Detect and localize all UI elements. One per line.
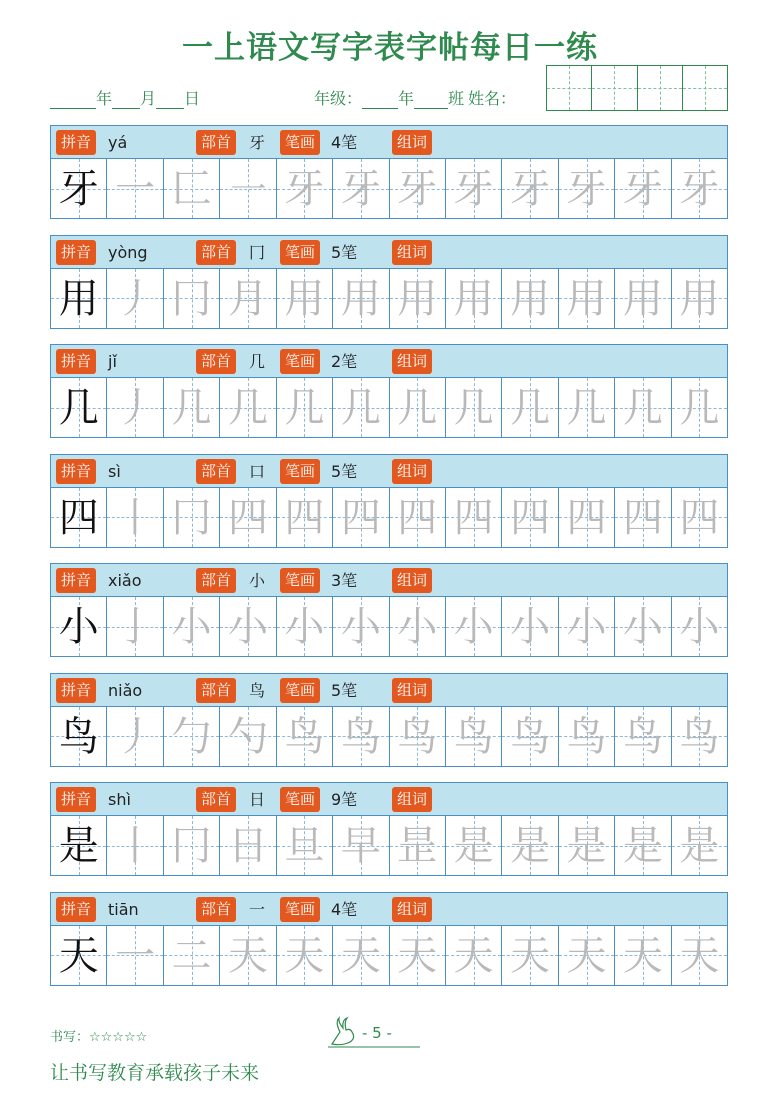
- model-cell[interactable]: [51, 597, 107, 656]
- practice-cell[interactable]: [672, 488, 727, 547]
- name-cell: [638, 66, 683, 110]
- trace-character: 用: [284, 275, 325, 322]
- practice-cell[interactable]: [615, 597, 671, 656]
- pinyin-badge: 拼音: [56, 678, 96, 703]
- trace-character: 丿: [115, 713, 156, 760]
- radical-badge: 部首: [196, 240, 236, 265]
- strokes-value: 5笔: [331, 461, 358, 481]
- trace-character: 几: [227, 385, 268, 431]
- model-character: 鸟: [58, 713, 99, 760]
- trace-character: 几: [679, 385, 720, 431]
- trace-character: 丨: [115, 494, 156, 541]
- name-cell: [683, 66, 727, 110]
- radical-value: 牙: [249, 133, 266, 152]
- practice-cell[interactable]: [333, 488, 389, 547]
- trace-character: 鸟: [397, 713, 438, 760]
- pinyin-badge: 拼音: [56, 568, 96, 593]
- trace-character: 鸟: [510, 713, 551, 760]
- pinyin-value: sì: [108, 461, 121, 481]
- trace-character: 小: [453, 604, 494, 650]
- pinyin-badge: 拼音: [56, 897, 96, 922]
- trace-character: 丿: [115, 275, 156, 322]
- trace-character: 小: [340, 604, 381, 650]
- practice-cell[interactable]: [446, 159, 502, 218]
- trace-character: 四: [566, 494, 607, 541]
- pinyin-value: niǎo: [108, 680, 143, 700]
- writing-grid: [50, 488, 728, 548]
- radical-value: 口: [249, 461, 266, 481]
- practice-cell[interactable]: [277, 597, 333, 656]
- trace-character: 冂: [171, 494, 212, 541]
- trace-character: 用: [679, 275, 720, 322]
- practice-cell[interactable]: [164, 269, 220, 328]
- practice-cell[interactable]: [672, 269, 727, 328]
- trace-character: 天: [227, 932, 268, 979]
- trace-character: 牙: [566, 166, 607, 212]
- practice-cell[interactable]: [559, 597, 615, 656]
- words-badge: 组词: [392, 349, 432, 374]
- practice-cell[interactable]: [672, 378, 727, 437]
- strokes-value: 5笔: [331, 680, 358, 700]
- practice-cell[interactable]: [559, 488, 615, 547]
- trace-character: 四: [453, 494, 494, 541]
- model-cell[interactable]: [51, 269, 107, 328]
- trace-character: 牙: [679, 166, 720, 212]
- practice-cell[interactable]: [390, 597, 446, 656]
- pinyin-value: xiǎo: [108, 571, 142, 590]
- practice-cell[interactable]: [390, 707, 446, 766]
- trace-character: 几: [171, 385, 212, 431]
- pinyin-badge: 拼音: [56, 349, 96, 374]
- strokes-value: 9笔: [331, 790, 358, 809]
- row-header: [50, 782, 728, 816]
- trace-character: 一: [115, 166, 156, 212]
- strokes-value: 4笔: [331, 133, 358, 152]
- slogan: 让书写教育承载孩子未来: [50, 1062, 260, 1084]
- trace-character: 亅: [115, 604, 156, 650]
- practice-cell[interactable]: [164, 159, 220, 218]
- trace-character: 小: [679, 604, 720, 650]
- trace-character: 天: [284, 932, 325, 979]
- pinyin-value: tiān: [108, 899, 139, 919]
- year-label: 年: [96, 89, 113, 108]
- trace-character: 冂: [171, 275, 212, 322]
- strokes-value: 3笔: [331, 571, 358, 590]
- model-cell[interactable]: [51, 488, 107, 547]
- practice-cell[interactable]: [277, 159, 333, 218]
- pinyin-badge: 拼音: [56, 240, 96, 265]
- pinyin-value: shì: [108, 790, 131, 809]
- trace-character: 丨: [115, 823, 156, 869]
- writing-grid: [50, 707, 728, 767]
- radical-value: 鸟: [249, 680, 266, 700]
- trace-character: 四: [340, 494, 381, 541]
- pinyin-value: yòng: [108, 242, 148, 262]
- trace-character: 二: [171, 932, 212, 979]
- practice-cell[interactable]: [446, 707, 502, 766]
- trace-character: 牙: [453, 166, 494, 212]
- trace-character: 一: [115, 932, 156, 979]
- practice-cell[interactable]: [333, 816, 389, 875]
- trace-character: 是: [622, 823, 663, 869]
- pinyin-value: yá: [108, 133, 128, 152]
- practice-cell[interactable]: [277, 488, 333, 547]
- practice-cell[interactable]: [220, 707, 276, 766]
- trace-character: 鸟: [679, 713, 720, 760]
- trace-character: 天: [566, 932, 607, 979]
- radical-badge: 部首: [196, 897, 236, 922]
- practice-cell[interactable]: [446, 816, 502, 875]
- practice-cell[interactable]: [559, 816, 615, 875]
- strokes-badge: 笔画: [280, 678, 320, 703]
- model-character: 天: [58, 932, 99, 979]
- trace-character: 天: [340, 932, 381, 979]
- strokes-value: 2笔: [331, 352, 358, 371]
- words-badge: 组词: [392, 678, 432, 703]
- practice-cell[interactable]: [502, 597, 558, 656]
- practice-cell[interactable]: [164, 926, 220, 985]
- practice-cell[interactable]: [164, 597, 220, 656]
- practice-cell[interactable]: [390, 378, 446, 437]
- strokes-badge: 笔画: [280, 568, 320, 593]
- trace-character: 是: [453, 823, 494, 869]
- trace-character: ㇐: [227, 166, 268, 212]
- row-header: [50, 454, 728, 488]
- practice-cell[interactable]: [390, 488, 446, 547]
- practice-cell[interactable]: [390, 816, 446, 875]
- practice-cell[interactable]: [615, 926, 671, 985]
- practice-cell[interactable]: [615, 488, 671, 547]
- trace-character: 鸟: [284, 713, 325, 760]
- trace-character: 小: [510, 604, 551, 650]
- practice-cell[interactable]: [107, 159, 163, 218]
- trace-character: 是: [679, 823, 720, 869]
- trace-character: 牙: [284, 166, 325, 212]
- strokes-badge: 笔画: [280, 459, 320, 484]
- radical-badge: 部首: [196, 459, 236, 484]
- radical-value: 小: [249, 571, 266, 590]
- trace-character: 四: [622, 494, 663, 541]
- radical-value: 几: [249, 352, 266, 371]
- practice-cell[interactable]: [107, 816, 163, 875]
- practice-cell[interactable]: [107, 488, 163, 547]
- practice-cell[interactable]: [446, 269, 502, 328]
- trace-character: 勺: [227, 713, 268, 760]
- practice-cell[interactable]: [107, 269, 163, 328]
- trace-character: 天: [679, 932, 720, 979]
- radical-badge: 部首: [196, 787, 236, 812]
- trace-character: 几: [622, 385, 663, 431]
- practice-cell[interactable]: [672, 816, 727, 875]
- pinyin-value: jǐ: [108, 352, 117, 371]
- radical-badge: 部首: [196, 678, 236, 703]
- practice-cell[interactable]: [107, 378, 163, 437]
- trace-character: 天: [510, 932, 551, 979]
- trace-character: 几: [340, 385, 381, 431]
- practice-cell[interactable]: [220, 816, 276, 875]
- practice-cell[interactable]: [164, 707, 220, 766]
- name-cell: [592, 66, 637, 110]
- trace-character: 鸟: [453, 713, 494, 760]
- practice-cell[interactable]: [220, 926, 276, 985]
- model-cell[interactable]: [51, 926, 107, 985]
- practice-cell[interactable]: [390, 159, 446, 218]
- model-cell[interactable]: [51, 378, 107, 437]
- trace-character: 是: [566, 823, 607, 869]
- words-badge: 组词: [392, 897, 432, 922]
- practice-cell[interactable]: [107, 597, 163, 656]
- trace-character: 小: [566, 604, 607, 650]
- trace-character: 几: [566, 385, 607, 431]
- practice-cell[interactable]: [107, 707, 163, 766]
- trace-character: 冂: [171, 823, 212, 869]
- practice-cell[interactable]: [390, 269, 446, 328]
- trace-character: 用: [566, 275, 607, 322]
- trace-character: 几: [397, 385, 438, 431]
- trace-character: 几: [453, 385, 494, 431]
- page-title: 一上语文写字表字帖每日一练: [182, 30, 598, 66]
- practice-cell[interactable]: [615, 378, 671, 437]
- trace-character: 旦: [284, 823, 325, 869]
- practice-cell[interactable]: [672, 159, 727, 218]
- model-cell[interactable]: [51, 816, 107, 875]
- model-cell[interactable]: [51, 707, 107, 766]
- model-cell[interactable]: [51, 159, 107, 218]
- practice-cell[interactable]: [502, 378, 558, 437]
- words-badge: 组词: [392, 787, 432, 812]
- trace-character: 早: [340, 823, 381, 869]
- radical-value: 一: [249, 899, 266, 919]
- practice-cell[interactable]: [107, 926, 163, 985]
- row-header: [50, 235, 728, 269]
- practice-cell[interactable]: [502, 269, 558, 328]
- name-grid-box[interactable]: [546, 65, 728, 111]
- practice-cell[interactable]: [502, 488, 558, 547]
- practice-cell[interactable]: [277, 816, 333, 875]
- grade-blank[interactable]: [362, 92, 398, 109]
- trace-character: 四: [397, 494, 438, 541]
- practice-cell[interactable]: [333, 707, 389, 766]
- strokes-value: 5笔: [331, 242, 358, 262]
- practice-cell[interactable]: [559, 926, 615, 985]
- strokes-value: 4笔: [331, 899, 358, 919]
- practice-cell[interactable]: [559, 159, 615, 218]
- practice-cell[interactable]: [390, 926, 446, 985]
- trace-character: 牙: [340, 166, 381, 212]
- practice-cell[interactable]: [220, 488, 276, 547]
- trace-character: 小: [284, 604, 325, 650]
- class-blank[interactable]: [414, 92, 448, 109]
- words-badge: 组词: [392, 568, 432, 593]
- radical-badge: 部首: [196, 130, 236, 155]
- writing-grid: [50, 816, 728, 876]
- practice-cell[interactable]: [277, 269, 333, 328]
- words-badge: 组词: [392, 130, 432, 155]
- strokes-badge: 笔画: [280, 897, 320, 922]
- practice-cell[interactable]: [277, 926, 333, 985]
- practice-cell[interactable]: [502, 159, 558, 218]
- trace-character: 四: [227, 494, 268, 541]
- trace-character: 牙: [397, 166, 438, 212]
- trace-character: 丿: [115, 385, 156, 431]
- trace-character: 天: [397, 932, 438, 979]
- class-label: 班: [448, 89, 465, 108]
- name-cell: [547, 66, 592, 110]
- model-character: 是: [58, 823, 99, 869]
- strokes-badge: 笔画: [280, 130, 320, 155]
- words-badge: 组词: [392, 459, 432, 484]
- trace-character: 用: [453, 275, 494, 322]
- row-header: [50, 673, 728, 707]
- practice-cell[interactable]: [277, 707, 333, 766]
- practice-cell[interactable]: [615, 269, 671, 328]
- practice-cell[interactable]: [672, 707, 727, 766]
- trace-character: 月: [227, 275, 268, 322]
- pinyin-badge: 拼音: [56, 130, 96, 155]
- strokes-badge: 笔画: [280, 349, 320, 374]
- radical-value: 冂: [249, 242, 266, 262]
- practice-cell[interactable]: [502, 926, 558, 985]
- trace-character: 鸟: [622, 713, 663, 760]
- radical-badge: 部首: [196, 349, 236, 374]
- trace-character: 勹: [171, 713, 212, 760]
- writing-grid: [50, 926, 728, 986]
- writing-rating: 书写：☆☆☆☆☆: [50, 1030, 148, 1045]
- row-header: [50, 563, 728, 597]
- practice-cell[interactable]: [220, 597, 276, 656]
- trace-character: 四: [679, 494, 720, 541]
- name-label: 姓名：: [468, 89, 517, 108]
- date-line: [50, 86, 200, 109]
- practice-cell[interactable]: [559, 707, 615, 766]
- practice-cell[interactable]: [672, 597, 727, 656]
- practice-cell[interactable]: [615, 816, 671, 875]
- trace-character: ⼕: [171, 166, 212, 212]
- trace-character: 小: [171, 604, 212, 650]
- practice-cell[interactable]: [446, 488, 502, 547]
- trace-character: 小: [622, 604, 663, 650]
- practice-cell[interactable]: [220, 378, 276, 437]
- trace-character: 牙: [510, 166, 551, 212]
- practice-cell[interactable]: [333, 597, 389, 656]
- practice-cell[interactable]: [559, 378, 615, 437]
- practice-cell[interactable]: [446, 926, 502, 985]
- model-character: 用: [58, 275, 99, 322]
- practice-cell[interactable]: [220, 159, 276, 218]
- practice-cell[interactable]: [615, 707, 671, 766]
- trace-character: 昰: [397, 823, 438, 869]
- trace-character: 几: [510, 385, 551, 431]
- practice-cell[interactable]: [333, 269, 389, 328]
- trace-character: 用: [340, 275, 381, 322]
- row-header: [50, 892, 728, 926]
- row-header: [50, 344, 728, 378]
- practice-cell[interactable]: [277, 378, 333, 437]
- writing-grid: [50, 159, 728, 219]
- day-label: 日: [184, 89, 201, 108]
- practice-cell[interactable]: [333, 159, 389, 218]
- practice-cell[interactable]: [333, 926, 389, 985]
- trace-character: 用: [510, 275, 551, 322]
- practice-cell[interactable]: [220, 269, 276, 328]
- trace-character: 是: [510, 823, 551, 869]
- model-character: 四: [58, 494, 99, 541]
- practice-cell[interactable]: [672, 926, 727, 985]
- pinyin-badge: 拼音: [56, 459, 96, 484]
- writing-grid: [50, 378, 728, 438]
- grade-year-label: 年: [398, 89, 415, 108]
- strokes-badge: 笔画: [280, 240, 320, 265]
- trace-character: 几: [284, 385, 325, 431]
- trace-character: 鸟: [566, 713, 607, 760]
- model-character: 几: [58, 385, 99, 431]
- practice-cell[interactable]: [502, 816, 558, 875]
- practice-cell[interactable]: [559, 269, 615, 328]
- trace-character: 用: [397, 275, 438, 322]
- trace-character: 四: [284, 494, 325, 541]
- model-character: 小: [58, 604, 99, 650]
- radical-badge: 部首: [196, 568, 236, 593]
- practice-cell[interactable]: [164, 816, 220, 875]
- writing-grid: [50, 597, 728, 657]
- month-label: 月: [140, 89, 157, 108]
- day-blank[interactable]: [156, 92, 184, 109]
- page-number: - 5 -: [328, 1016, 423, 1050]
- month-blank[interactable]: [112, 92, 140, 109]
- student-line: [314, 86, 516, 109]
- trace-character: 小: [397, 604, 438, 650]
- strokes-badge: 笔画: [280, 787, 320, 812]
- practice-cell[interactable]: [164, 378, 220, 437]
- writing-grid: [50, 269, 728, 329]
- grade-label: 年级：: [314, 89, 363, 108]
- words-badge: 组词: [392, 240, 432, 265]
- trace-character: 牙: [622, 166, 663, 212]
- trace-character: 小: [227, 604, 268, 650]
- practice-cell[interactable]: [502, 707, 558, 766]
- trace-character: 用: [622, 275, 663, 322]
- practice-cell[interactable]: [446, 597, 502, 656]
- model-character: 牙: [58, 166, 99, 212]
- practice-cell[interactable]: [333, 378, 389, 437]
- year-blank[interactable]: [50, 92, 96, 109]
- practice-cell[interactable]: [615, 159, 671, 218]
- row-header: [50, 125, 728, 159]
- trace-character: 天: [622, 932, 663, 979]
- trace-character: 鸟: [340, 713, 381, 760]
- trace-character: 天: [453, 932, 494, 979]
- trace-character: 四: [510, 494, 551, 541]
- radical-value: 日: [249, 790, 266, 809]
- trace-character: 日: [227, 823, 268, 869]
- practice-cell[interactable]: [164, 488, 220, 547]
- pinyin-badge: 拼音: [56, 787, 96, 812]
- practice-cell[interactable]: [446, 378, 502, 437]
